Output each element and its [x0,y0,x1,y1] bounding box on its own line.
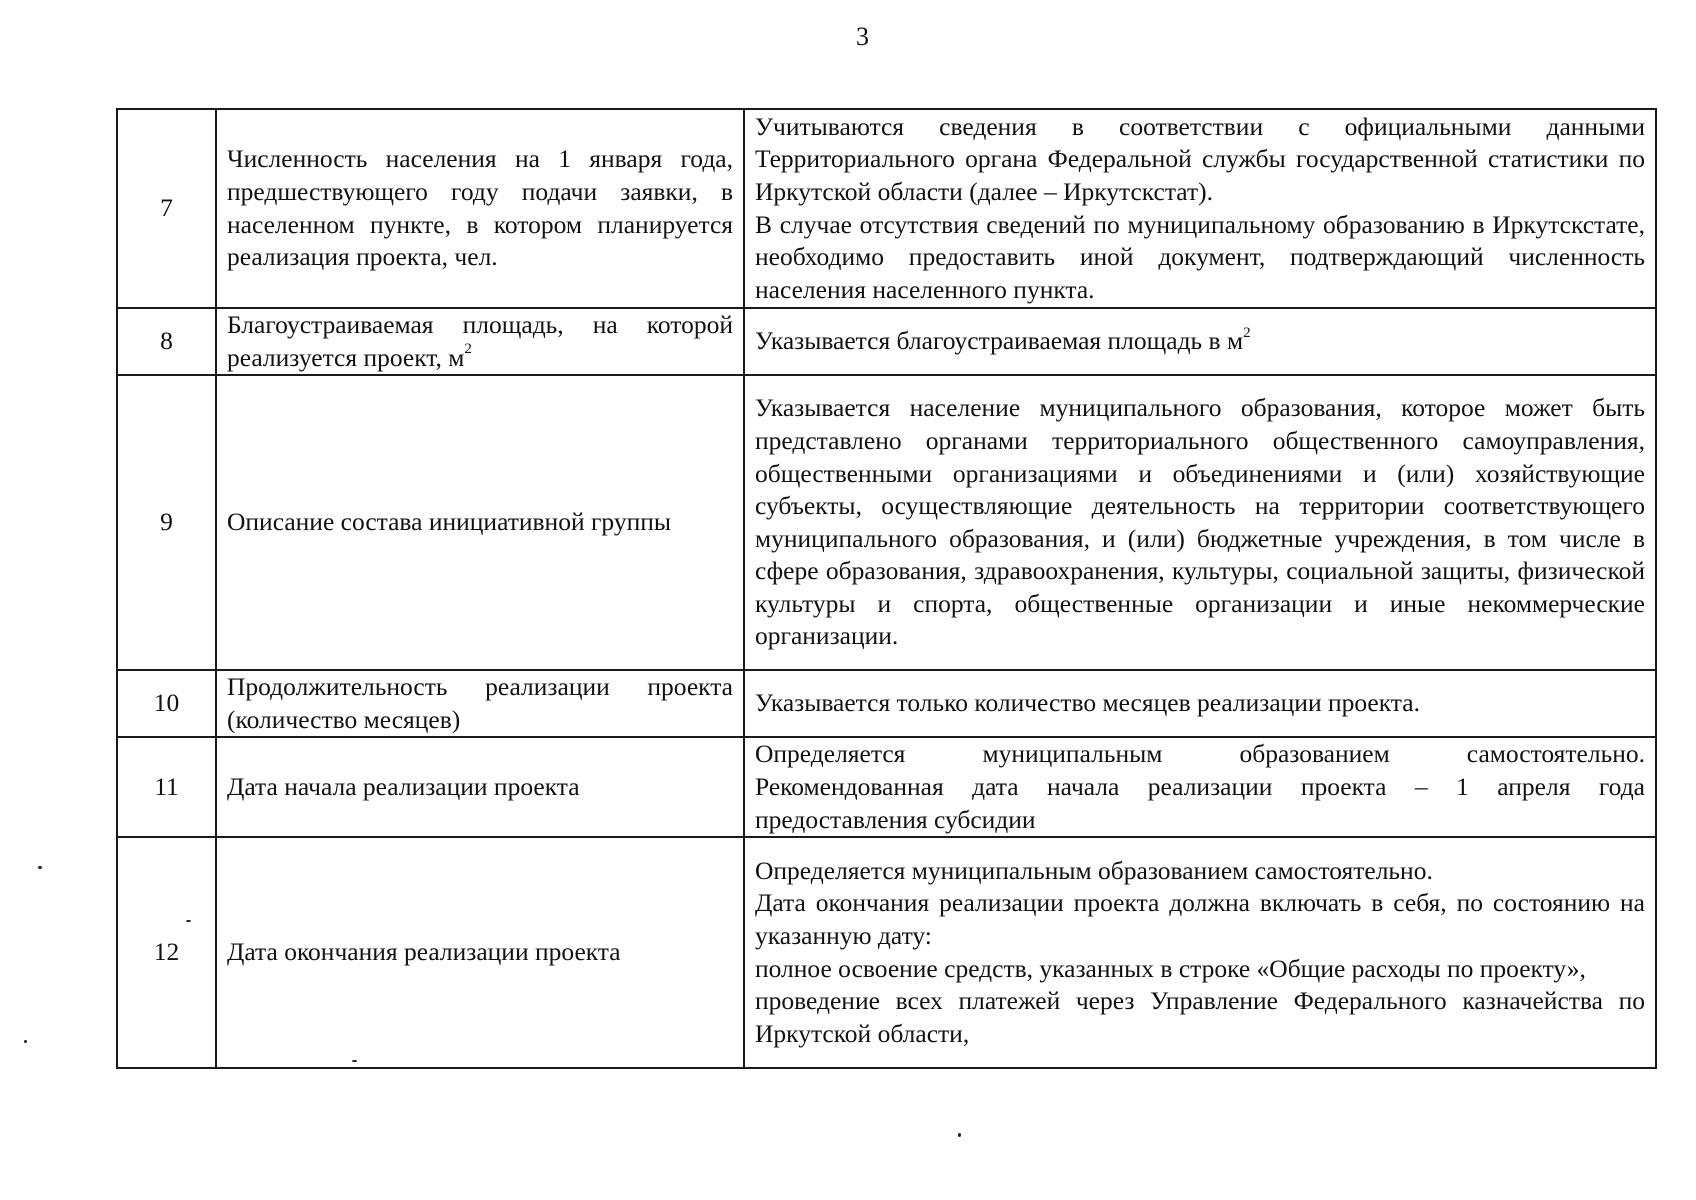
table-row [117,670,1656,737]
row-parameter [216,737,744,837]
row-description-paragraph: проведение всех платежей через Управление Федерального казначейства по Иркутской области, [755,986,1645,1048]
row-description-label: Указывается благоустраиваемая площадь в м [755,326,1244,356]
row-description [744,308,1656,375]
scan-speck [186,920,191,922]
row-parameter-text: Продолжительность реализации проекта (количество месяцев) [227,672,733,734]
row-parameter-label: Благоустраиваемая площадь, на которой реализуется проект, м [227,310,733,372]
row-description-paragraph: Учитываются сведения в соответствии с официальными данными Территориального органа Федеральной службы государственной статистики по Иркутской области (далее – Иркутскстат). [755,111,1645,206]
page-number: 3 [856,22,869,51]
row-parameter-text: Численность населения на 1 января года, предшествующего году подачи заявки, в населенном пункте, в котором планируется реализация проекта, чел. [227,144,733,272]
row-description-paragraph [755,325,1645,358]
row-parameter-text: Дата начала реализации проекта [227,771,580,801]
table-row [117,737,1656,837]
row-description-paragraph: Определяется муниципальным образованием самостоятельно. [755,855,1433,885]
row-parameter [216,109,744,308]
table-row [117,837,1656,1068]
scan-speck [24,1040,27,1043]
row-parameter [216,670,744,737]
row-description-paragraph: полное освоение средств, указанных в строке «Общие расходы по проекту», [755,953,1586,983]
row-description [744,670,1656,737]
row-description-paragraph: В случае отсутствия сведений по муниципальному образованию в Иркутскстате, необходимо предоставить иной документ, подтверждающий численность населения населенного пункта. [755,209,1645,304]
superscript: 2 [464,341,472,358]
row-number: 12 [117,837,216,1068]
row-parameter [216,308,744,375]
row-description-paragraph: Дата окончания реализации проекта должна включать в себя, по состоянию на указанную дату: [755,888,1645,951]
row-parameter [216,837,744,1068]
row-parameter-text: Дата окончания реализации проекта [227,937,621,967]
table-row [117,308,1656,375]
row-parameter-text [227,309,733,374]
row-number: 8 [117,308,216,375]
table-row [117,109,1656,308]
row-description [744,109,1656,308]
row-description-paragraph: Указывается только количество месяцев реализации проекта. [755,688,1420,718]
row-description [744,375,1656,670]
row-description [744,837,1656,1068]
superscript: 2 [1243,324,1251,341]
row-parameter [216,375,744,670]
requirements-table [116,108,1657,1069]
row-number: 7 [117,109,216,308]
row-number: 11 [117,737,216,837]
row-description [744,737,1656,837]
table-row [117,375,1656,670]
scan-speck [38,866,42,869]
row-description-paragraph: Указывается население муниципального образования, которое может быть представлено органами территориального общественного самоуправления, общественными организациями и объединениями и (или) хозяйствующие субъекты, осуществляющие деятельность на территории соответствующего муниципального образования, и (или) бюджетные учреждения, в том числе в сфере образования, здравоохранения, культуры, социальной защиты, физической культуры и спорта, общественные организации и иные некоммерческие организации. [755,393,1645,651]
row-number: 9 [117,375,216,670]
row-number: 10 [117,670,216,737]
row-parameter-text: Описание состава инициативной группы [227,507,672,537]
row-description-paragraph: Рекомендованная дата начала реализации проекта – 1 апреля года предоставления субсидии [755,771,1645,834]
row-description-paragraph: Определяется муниципальным образованием самостоятельно. [755,739,1645,769]
scan-speck [958,1133,961,1137]
scan-speck [352,1060,357,1062]
